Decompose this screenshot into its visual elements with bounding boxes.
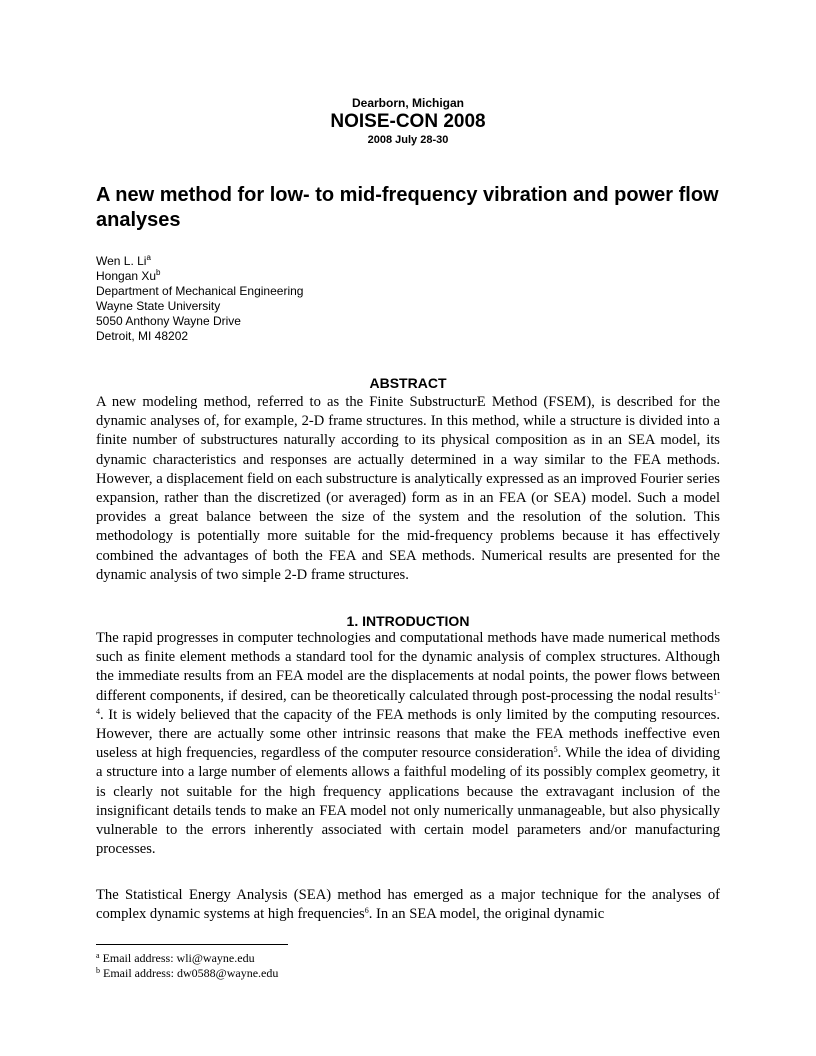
footnote-divider — [96, 944, 288, 945]
text-run: The rapid progresses in computer technologies and computational methods have made numerical methods such as finite element methods a standard tool for the dynamic analysis of complex structures. Although the immediate results from an FEA model are the displacements at nodal points, the power flows between different components, if desired, can be theoretically calculated through post-processing the nodal results — [96, 630, 720, 704]
abstract-text: A new modeling method, referred to as the Finite SubstructurE Method (FSEM), is described for the dynamic analyses of, for example, 2-D frame structures. In this method, while a structure is divided into a finite number of substructures naturally according to its physical composition as in an SEA model, its dynamic characteristics and responses are actually determined in a way similar to the FEA methods. However, a displacement field on each substructure is analytically expressed as an improved Fourier series expansion, rather than the discretized (or averaged) form as in an FEA (or SEA) model. Such a model provides a great balance between the size of the system and the resolution of the solution. This methodology is potentially more suitable for the mid-frequency problems because it has effectively combined the advantages of both the FEA and SEA methods. Numerical results are presented for the dynamic analysis of two simple 2-D frame structures. — [96, 394, 720, 583]
footnote-a — [96, 951, 278, 966]
affiliation-city: Detroit, MI 48202 — [96, 329, 189, 343]
citation-ref: 5 — [553, 745, 558, 755]
footnotes — [96, 951, 278, 981]
abstract-heading: ABSTRACT — [369, 375, 447, 391]
author-name: Wen L. Li — [96, 254, 147, 268]
footnote-b — [96, 966, 278, 981]
author-1 — [96, 254, 303, 269]
text-run: . It is widely believed that the capacity of the FEA methods is only limited by the computing resources. However, there are actually some other intrinsic reasons that make the FEA methods ineffective even useless at high frequencies, regardless of the computer resource consideration — [96, 706, 720, 762]
introduction-paragraph-1 — [96, 629, 720, 859]
affiliation-street: 5050 Anthony Wayne Drive — [96, 314, 241, 328]
introduction-paragraph-2 — [96, 886, 720, 924]
affiliation-university: Wayne State University — [96, 299, 221, 313]
author-name: Hongan Xu — [96, 269, 157, 283]
conference-name: NOISE-CON 2008 — [330, 111, 486, 132]
author-2 — [96, 269, 303, 284]
author-mark: a — [146, 253, 151, 262]
text-run: . While the idea of dividing a structure into a large number of elements allows a faithful modeling of its possibly complex geometry, it is clearly not suitable for the high frequency applications because the extravagant inclusion of the insignificant details tends to make an FEA model not only numerically unmanageable, but also physically vulnerable to the errors inherently associated with certain model parameters and/or manufacturing processes. — [96, 745, 720, 858]
conference-header — [0, 96, 816, 147]
conference-dates: 2008 July 28-30 — [367, 134, 449, 146]
conference-location: Dearborn, Michigan — [351, 96, 464, 110]
citation-ref: 6 — [364, 906, 369, 916]
footnote-text: Email address: dw0588@wayne.edu — [103, 966, 279, 980]
author-mark: b — [156, 268, 161, 277]
footnote-text: Email address: wli@wayne.edu — [102, 951, 255, 965]
text-run: The Statistical Energy Analysis (SEA) method has emerged as a major technique for the analyses of complex dynamic systems at high frequencies — [96, 887, 720, 923]
footnote-mark: b — [96, 966, 100, 975]
introduction-heading: 1. INTRODUCTION — [346, 613, 470, 629]
citation-ref: 1-4 — [96, 687, 720, 716]
text-run: . In an SEA model, the original dynamic — [368, 906, 605, 923]
affiliation-department: Department of Mechanical Engineering — [96, 284, 304, 298]
footnote-mark: a — [96, 951, 100, 960]
author-block — [96, 254, 303, 344]
paper-title: A new method for low- to mid-frequency vibration and power flow analyses — [96, 184, 719, 231]
